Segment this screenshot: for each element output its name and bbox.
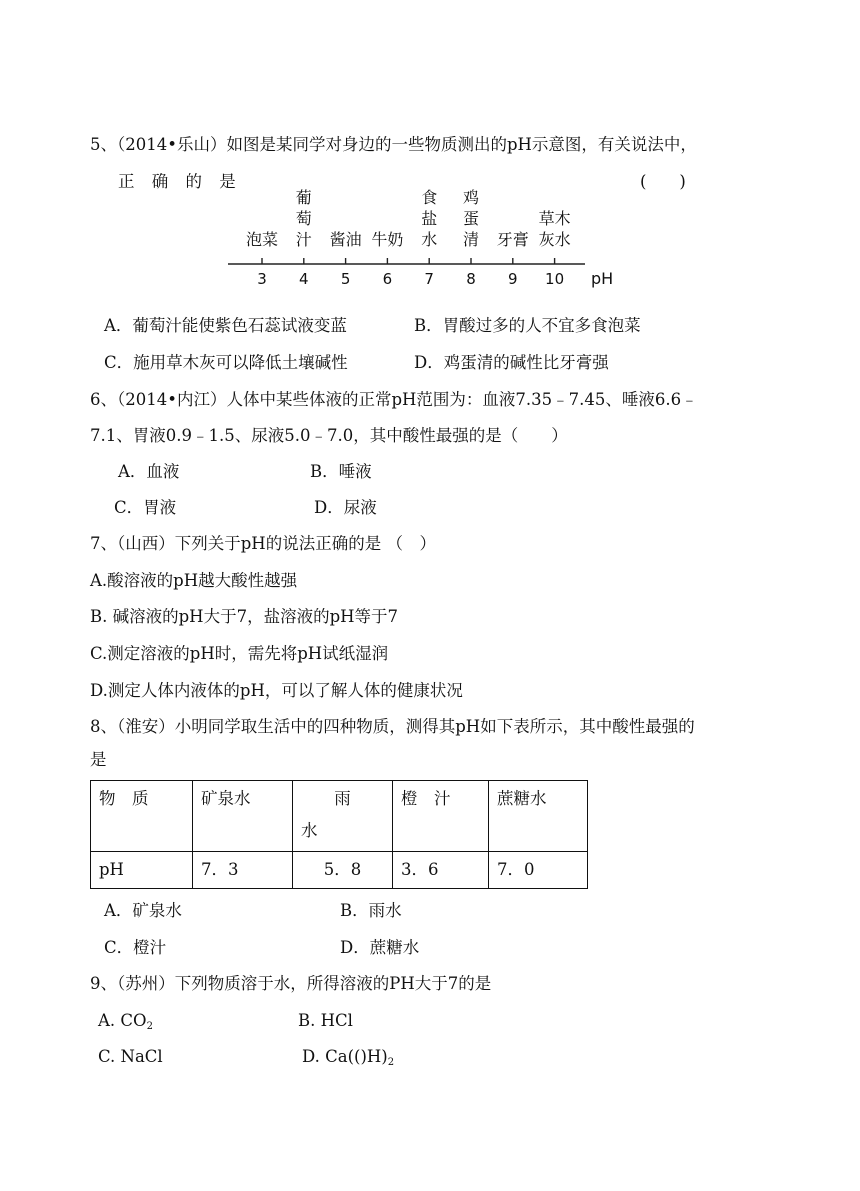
q8-option-b: B．雨水 [340, 901, 402, 920]
ph-tick-label: 8 [466, 270, 476, 288]
ph-substance-label: 泡菜 [245, 230, 279, 249]
ph-scale-label [463, 188, 479, 249]
q9-option-d [302, 1046, 394, 1074]
ph-scale-label [296, 188, 312, 249]
table-cell-rain-water: 5．8 [293, 852, 393, 889]
q6-option-b: B．唾液 [310, 462, 372, 481]
q9-option-a [98, 1010, 153, 1038]
ph-scale-label [371, 230, 403, 249]
ph-scale-label [421, 188, 437, 249]
ph-substance-label: 葡萄汁 [295, 188, 312, 249]
q8-stem-line1: 8、（淮安）小明同学取生活中的四种物质，测得其pH如下表所示，其中酸性最强的 [90, 717, 695, 736]
table-row-label-ph: pH [91, 852, 193, 889]
ph-scale-label [497, 230, 529, 249]
q9-option-a-subscript: 2 [146, 1021, 153, 1032]
q7-stem: 7、（山西）下列关于pH的说法正确的是 （ ） [90, 534, 436, 553]
ph-tick-label: 10 [545, 270, 565, 288]
q8-option-c: C．橙汁 [104, 938, 167, 957]
q6-option-a: A．血液 [118, 462, 180, 481]
q7-option-a: A.酸溶液的pH越大酸性越强 [90, 571, 298, 590]
ph-scale-diagram [225, 180, 625, 290]
q9-option-d-subscript: 2 [387, 1057, 395, 1068]
ph-tick-label: 6 [382, 270, 393, 288]
ph-scale-label [330, 230, 362, 249]
rain-char-2: 水 [301, 821, 318, 840]
ph-tick-label: 5 [340, 270, 351, 288]
ph-substance-label: 草木灰水 [538, 209, 571, 249]
ph-substance-label: 酱油 [329, 230, 362, 249]
q9-stem: 9、（苏州）下列物质溶于水，所得溶液的PH大于7的是 [90, 974, 492, 993]
q5-option-d: D．鸡蛋清的碱性比牙膏强 [414, 353, 609, 372]
q9-option-b: B. HCl [298, 1011, 353, 1030]
ph-tick-label: 7 [424, 270, 434, 288]
ph-substance-label: 食盐水 [421, 188, 438, 249]
q8-stem-line2: 是 [90, 750, 107, 769]
q6-option-c: C．胃液 [114, 498, 177, 517]
table-row [91, 852, 588, 889]
q5-stem-line2: 正 确 的 是 [118, 172, 242, 191]
q6-option-d: D．尿液 [314, 498, 377, 517]
ph-tick-label: 3 [257, 270, 267, 288]
ph-table [90, 780, 588, 889]
ph-scale-label [539, 209, 571, 249]
ph-scale-labels [246, 188, 571, 249]
table-cell-orange-juice: 3．6 [393, 852, 489, 889]
q9-option-d-text: D. Ca(()H) [302, 1047, 388, 1066]
table-cell-mineral-water: 7．3 [193, 852, 293, 889]
q6-stem-line2: 7.1、胃液0.9﹣1.5、尿液5.0﹣7.0，其中酸性最强的是（ ） [90, 426, 568, 445]
ph-substance-label: 牙膏 [496, 230, 529, 249]
ph-tick-label: 4 [299, 270, 309, 288]
ph-tick-label: 9 [508, 270, 518, 288]
q5-answer-blank: ( ) [640, 172, 686, 191]
ph-scale-ticks [257, 258, 564, 288]
q9-option-a-text: A. CO [98, 1011, 147, 1030]
ph-scale-label [246, 230, 278, 249]
table-header-mineral-water: 矿泉水 [193, 781, 293, 852]
q5-option-b: B．胃酸过多的人不宜多食泡菜 [414, 316, 641, 335]
q5-option-c: C．施用草木灰可以降低土壤碱性 [104, 353, 348, 372]
q8-option-d: D．蔗糖水 [340, 938, 420, 957]
rain-char-1: 雨 [334, 789, 351, 808]
q9-option-c: C. NaCl [98, 1047, 163, 1066]
q7-option-b: B. 碱溶液的pH大于7，盐溶液的pH等于7 [90, 607, 399, 626]
ph-scale-unit: pH [591, 269, 614, 288]
table-header-substance: 物 质 [91, 781, 193, 852]
table-row [91, 781, 588, 852]
ph-substance-label: 牛奶 [371, 230, 404, 249]
ph-substance-label: 鸡蛋清 [462, 188, 480, 249]
q7-option-d: D.测定人体内液体的pH，可以了解人体的健康状况 [90, 681, 463, 700]
table-cell-sugar-water: 7．0 [489, 852, 588, 889]
q7-option-c: C.测定溶液的pH时，需先将pH试纸湿润 [90, 644, 389, 663]
table-header-orange-juice: 橙 汁 [393, 781, 489, 852]
table-header-rain-water [293, 781, 393, 852]
table-header-sugar-water: 蔗糖水 [489, 781, 588, 852]
q6-stem-line1: 6、（2014•内江）人体中某些体液的正常pH范围为：血液7.35﹣7.45、唾液6.6﹣ [90, 390, 698, 409]
q8-option-a: A．矿泉水 [104, 901, 182, 920]
q5-stem-line1: 5、（2014•乐山）如图是某同学对身边的一些物质测出的pH示意图，有关说法中， [90, 135, 697, 154]
q5-option-a: A．葡萄汁能使紫色石蕊试液变蓝 [104, 316, 347, 335]
